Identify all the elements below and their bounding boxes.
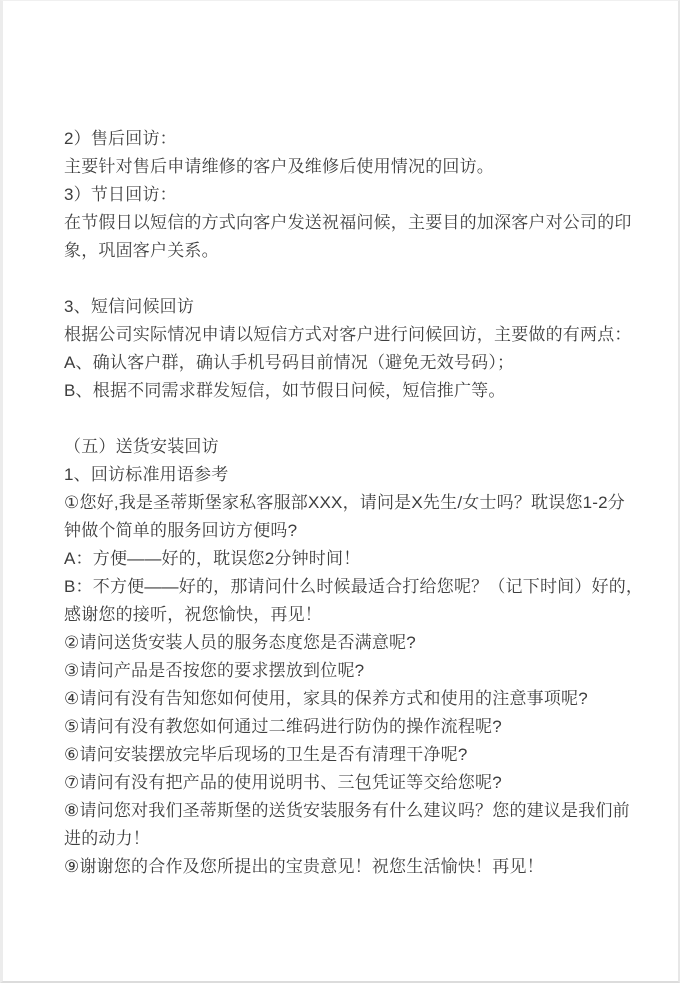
text-line: B：不方便——好的，那请问什么时候最适合打给您呢？（记下时间）好的， [64,577,644,596]
text-line: ⑧请问您对我们圣蒂斯堡的送货安装服务有什么建议吗？您的建议是我们前 [64,801,630,820]
text-line: ⑤请问有没有教您如何通过二维码进行防伪的操作流程呢? [64,717,502,736]
blank-line [64,405,639,433]
text-line: ④请问有没有告知您如何使用，家具的保养方式和使用的注意事项呢? [64,689,588,708]
blank-line [64,265,639,293]
text-line: 主要针对售后申请维修的客户及维修后使用情况的回访。 [64,157,494,176]
text-line: 感谢您的接听，祝您愉快，再见！ [64,605,322,624]
text-line: 根据公司实际情况申请以短信方式对客户进行问候回访，主要做的有两点： [64,325,632,344]
text-line: 进的动力！ [64,829,150,848]
document-body [64,125,644,881]
text-line: 象，巩固客户关系。 [64,241,219,260]
text-line: 钟做个简单的服务回访方便吗? [64,521,298,540]
text-line: （五）送货安装回访 [64,437,219,456]
text-line: 3、短信问候回访 [64,297,195,316]
text-line: ⑨谢谢您的合作及您所提出的宝贵意见！祝您生活愉快！再见！ [64,857,544,876]
text-line: ⑦请问有没有把产品的使用说明书、三包凭证等交给您呢? [64,773,502,792]
text-line: A、确认客户群，确认手机号码目前情况（避免无效号码）； [64,353,515,372]
text-line: ①您好,我是圣蒂斯堡家私客服部XXX，请问是X先生/女士吗？耽误您1-2分 [64,493,626,512]
text-line: ②请问送货安装人员的服务态度您是否满意呢? [64,633,416,652]
text-line: B、根据不同需求群发短信，如节假日问候，短信推广等。 [64,381,506,400]
text-line: ③请问产品是否按您的要求摆放到位呢? [64,661,365,680]
text-line: 1、回访标准用语参考 [64,465,229,484]
text-line: 在节假日以短信的方式向客户发送祝福问候，主要目的加深客户对公司的印 [64,213,632,232]
text-line: A：方便——好的，耽误您2分钟时间！ [64,549,361,568]
text-line: ⑥请问安装摆放完毕后现场的卫生是否有清理干净呢? [64,745,468,764]
text-line: 2）售后回访： [64,129,177,148]
text-line: 3）节日回访： [64,185,177,204]
